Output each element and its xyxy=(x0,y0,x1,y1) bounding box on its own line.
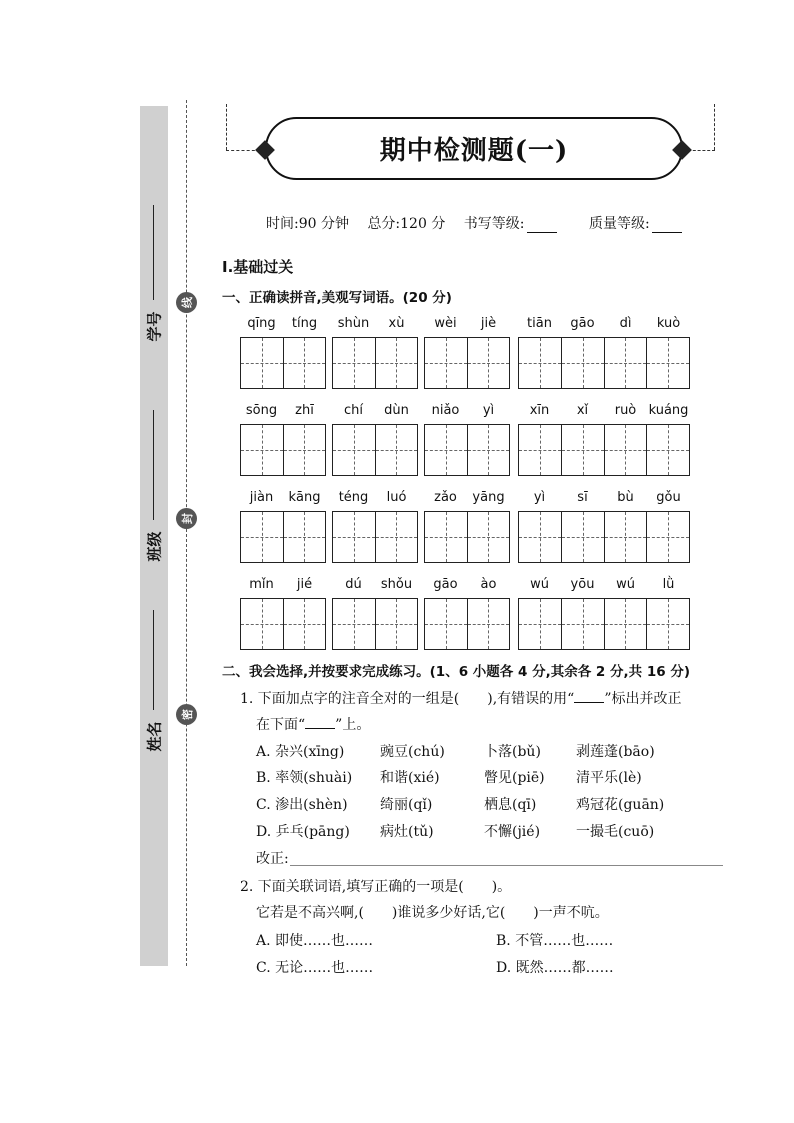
pinyin-syllable: tiān xyxy=(527,316,552,331)
pinyin-label xyxy=(424,403,510,418)
pinyin-syllable: shǒu xyxy=(380,577,413,592)
q1-option-word: 和谐(xié) xyxy=(380,770,440,786)
writing-box-set xyxy=(332,424,418,476)
writing-box-set xyxy=(332,511,418,563)
writing-box-set xyxy=(240,337,326,389)
tianzige-box[interactable] xyxy=(519,338,561,388)
q1-option-word: 剥莲蓬(bāo) xyxy=(576,744,655,760)
pinyin-syllable: téng xyxy=(338,490,369,505)
tianzige-box[interactable] xyxy=(646,425,689,475)
tianzige-box[interactable] xyxy=(467,512,510,562)
seal-seal-mark: 封 xyxy=(176,508,197,529)
pinyin-syllable: tíng xyxy=(291,316,318,331)
pinyin-syllable: sōng xyxy=(245,403,278,418)
q1-option-word: 病灶(tǔ) xyxy=(380,824,434,840)
part1-title: Ⅰ.基础过关 xyxy=(222,258,294,276)
writing-box-set xyxy=(424,598,510,650)
tianzige-box[interactable] xyxy=(561,425,604,475)
tianzige-box[interactable] xyxy=(604,338,647,388)
pinyin-syllable: yì xyxy=(533,490,546,505)
writing-grade-blank[interactable] xyxy=(527,219,557,233)
class-line xyxy=(153,410,154,520)
tianzige-box[interactable] xyxy=(241,512,283,562)
pinyin-syllable: dú xyxy=(345,577,362,592)
pinyin-label xyxy=(424,490,510,505)
tianzige-box[interactable] xyxy=(561,512,604,562)
pinyin-label xyxy=(332,490,418,505)
pinyin-label xyxy=(240,316,326,331)
tianzige-box[interactable] xyxy=(241,599,283,649)
tianzige-box[interactable] xyxy=(519,599,561,649)
tianzige-box[interactable] xyxy=(375,512,418,562)
pinyin-syllable: gāo xyxy=(433,577,458,592)
pinyin-syllable: luó xyxy=(386,490,407,505)
writing-box-set xyxy=(518,511,690,563)
tianzige-box[interactable] xyxy=(519,512,561,562)
q1-option-word: 一撮毛(cuō) xyxy=(576,824,655,840)
page-title: 期中检测题(一) xyxy=(379,136,569,166)
class-label: 班级 xyxy=(145,531,164,562)
correction-answer-line[interactable] xyxy=(290,865,723,866)
pinyin-label xyxy=(240,490,326,505)
tianzige-box[interactable] xyxy=(467,425,510,475)
pinyin-syllable: wú xyxy=(530,577,549,592)
writing-grade: 书写等级: xyxy=(464,216,571,232)
q1-option-word: 绮丽(qǐ) xyxy=(380,797,433,813)
pinyin-syllable: jiè xyxy=(480,316,497,331)
tianzige-box[interactable] xyxy=(333,338,375,388)
writing-box-set xyxy=(518,337,690,389)
title-banner xyxy=(265,117,683,180)
tianzige-box[interactable] xyxy=(561,338,604,388)
q1-option-word: 豌豆(chú) xyxy=(380,744,445,760)
pinyin-label xyxy=(240,577,326,592)
quality-grade-blank[interactable] xyxy=(652,219,682,233)
pinyin-label xyxy=(424,577,510,592)
tianzige-box[interactable] xyxy=(425,599,467,649)
q1-option-label[interactable]: C. 渗出(shèn) xyxy=(256,797,348,813)
q2-option-b[interactable]: B. 不管……也…… xyxy=(496,933,614,949)
seal-line-mark: 线 xyxy=(176,292,197,313)
q1-option-label[interactable]: D. 乒乓(pāng) xyxy=(256,824,350,840)
pinyin-syllable: mǐn xyxy=(249,577,274,592)
q1-option-word: 鸡冠花(guān) xyxy=(576,797,665,813)
q1-option-word: 清平乐(lè) xyxy=(576,770,642,786)
q1-option-word: 栖息(qī) xyxy=(484,797,537,813)
pinyin-syllable: xǐ xyxy=(576,403,589,418)
pinyin-row xyxy=(240,490,692,570)
pinyin-syllable: shùn xyxy=(337,316,370,331)
pinyin-label xyxy=(332,316,418,331)
writing-box-set xyxy=(518,598,690,650)
q1-correction: 改正: xyxy=(256,851,289,867)
pinyin-syllable: wú xyxy=(616,577,635,592)
pinyin-label xyxy=(424,316,510,331)
tianzige-box[interactable] xyxy=(241,425,283,475)
pinyin-syllable: jié xyxy=(296,577,313,592)
exam-info xyxy=(266,213,710,233)
writing-box-set xyxy=(424,337,510,389)
pinyin-syllable: ruò xyxy=(614,403,637,418)
pinyin-row xyxy=(240,316,692,396)
q2-option-a[interactable]: A. 即使……也…… xyxy=(256,933,374,949)
pinyin-syllable: lǜ xyxy=(662,577,675,592)
pinyin-label xyxy=(518,316,690,331)
q1-option-label[interactable]: A. 杂兴(xīng) xyxy=(256,744,345,760)
tianzige-box[interactable] xyxy=(283,512,326,562)
cut-line xyxy=(186,100,187,966)
q2-line2: 它若是不高兴啊,( )谁说多少好话,它( )一声不吭。 xyxy=(256,905,609,921)
q1-option-word: 不懈(jié) xyxy=(484,824,541,840)
tianzige-box[interactable] xyxy=(425,338,467,388)
pinyin-syllable: xù xyxy=(388,316,405,331)
student-no-line xyxy=(153,205,154,300)
q2-option-d[interactable]: D. 既然……都…… xyxy=(496,960,614,976)
tianzige-box[interactable] xyxy=(375,599,418,649)
exam-time: 时间:90 分钟 xyxy=(266,216,349,232)
q1-line1: 1. 下面加点字的注音全对的一组是( ),有错误的用“ ”标出并改正 xyxy=(240,691,682,707)
pinyin-syllable: dì xyxy=(619,316,632,331)
student-no-label: 学号 xyxy=(145,311,164,342)
section1-title: 一、正确读拼音,美观写词语。(20 分) xyxy=(222,290,452,306)
banner-frame-right-h xyxy=(688,150,715,151)
pinyin-label xyxy=(332,403,418,418)
pinyin-syllable: niǎo xyxy=(431,403,460,418)
tianzige-box[interactable] xyxy=(604,512,647,562)
tianzige-box[interactable] xyxy=(646,338,689,388)
q1-option-word: 卜落(bǔ) xyxy=(484,744,541,760)
name-line xyxy=(153,610,154,710)
pinyin-label xyxy=(518,490,690,505)
tianzige-box[interactable] xyxy=(283,599,326,649)
q2-line1: 2. 下面关联词语,填写正确的一项是( )。 xyxy=(240,879,512,895)
pinyin-syllable: yì xyxy=(482,403,495,418)
tianzige-box[interactable] xyxy=(467,338,510,388)
pinyin-syllable: wèi xyxy=(434,316,457,331)
tianzige-box[interactable] xyxy=(604,599,647,649)
tianzige-box[interactable] xyxy=(333,512,375,562)
quality-grade: 质量等级: xyxy=(589,216,696,232)
section2-title: 二、我会选择,并按要求完成练习。(1、6 小题各 4 分,其余各 2 分,共 16 分) xyxy=(222,664,690,680)
q1-blank-sample xyxy=(305,717,335,729)
q1-option-label[interactable]: B. 率领(shuài) xyxy=(256,770,353,786)
writing-box-set xyxy=(332,598,418,650)
pinyin-syllable: xīn xyxy=(529,403,550,418)
writing-box-set xyxy=(240,511,326,563)
pinyin-syllable: yāng xyxy=(472,490,505,505)
banner-frame-left xyxy=(226,104,227,150)
pinyin-syllable: zǎo xyxy=(434,490,457,505)
pinyin-syllable: qīng xyxy=(247,316,276,331)
tianzige-box[interactable] xyxy=(646,599,689,649)
tianzige-box[interactable] xyxy=(333,425,375,475)
pinyin-syllable: gāo xyxy=(570,316,595,331)
exam-total: 总分:120 分 xyxy=(367,216,446,232)
tianzige-box[interactable] xyxy=(375,338,418,388)
tianzige-box[interactable] xyxy=(646,512,689,562)
tianzige-box[interactable] xyxy=(283,425,326,475)
pinyin-syllable: jiàn xyxy=(249,490,274,505)
tianzige-box[interactable] xyxy=(425,512,467,562)
tianzige-box[interactable] xyxy=(241,338,283,388)
pinyin-label xyxy=(240,403,326,418)
pinyin-label xyxy=(518,403,690,418)
tianzige-box[interactable] xyxy=(333,599,375,649)
q1-option-word: 瞥见(piē) xyxy=(484,770,545,786)
pinyin-syllable: kuáng xyxy=(648,403,689,418)
pinyin-syllable: kuò xyxy=(656,316,681,331)
q2-option-c[interactable]: C. 无论……也…… xyxy=(256,960,374,976)
pinyin-syllable: dùn xyxy=(384,403,409,418)
pinyin-syllable: kāng xyxy=(288,490,321,505)
name-label: 姓名 xyxy=(145,721,164,752)
pinyin-syllable: chí xyxy=(344,403,363,418)
tianzige-box[interactable] xyxy=(561,599,604,649)
pinyin-row xyxy=(240,403,692,483)
writing-box-set xyxy=(518,424,690,476)
pinyin-row xyxy=(240,577,692,657)
pinyin-syllable: zhī xyxy=(295,403,314,418)
pinyin-syllable: ào xyxy=(480,577,497,592)
banner-frame-right xyxy=(714,104,715,150)
q1-mark-sample xyxy=(574,691,604,703)
writing-box-set xyxy=(424,511,510,563)
writing-box-set xyxy=(240,424,326,476)
tianzige-box[interactable] xyxy=(519,425,561,475)
writing-box-set xyxy=(424,424,510,476)
seal-secret-mark: 密 xyxy=(176,704,197,725)
tianzige-box[interactable] xyxy=(283,338,326,388)
tianzige-box[interactable] xyxy=(467,599,510,649)
q1-line2: 在下面“ ”上。 xyxy=(256,717,371,733)
writing-box-set xyxy=(332,337,418,389)
pinyin-syllable: gǒu xyxy=(656,490,681,505)
pinyin-syllable: bù xyxy=(617,490,634,505)
writing-box-set xyxy=(240,598,326,650)
pinyin-syllable: sī xyxy=(577,490,588,505)
tianzige-box[interactable] xyxy=(375,425,418,475)
pinyin-syllable: yōu xyxy=(570,577,595,592)
tianzige-box[interactable] xyxy=(604,425,647,475)
pinyin-label xyxy=(518,577,690,592)
tianzige-box[interactable] xyxy=(425,425,467,475)
pinyin-label xyxy=(332,577,418,592)
